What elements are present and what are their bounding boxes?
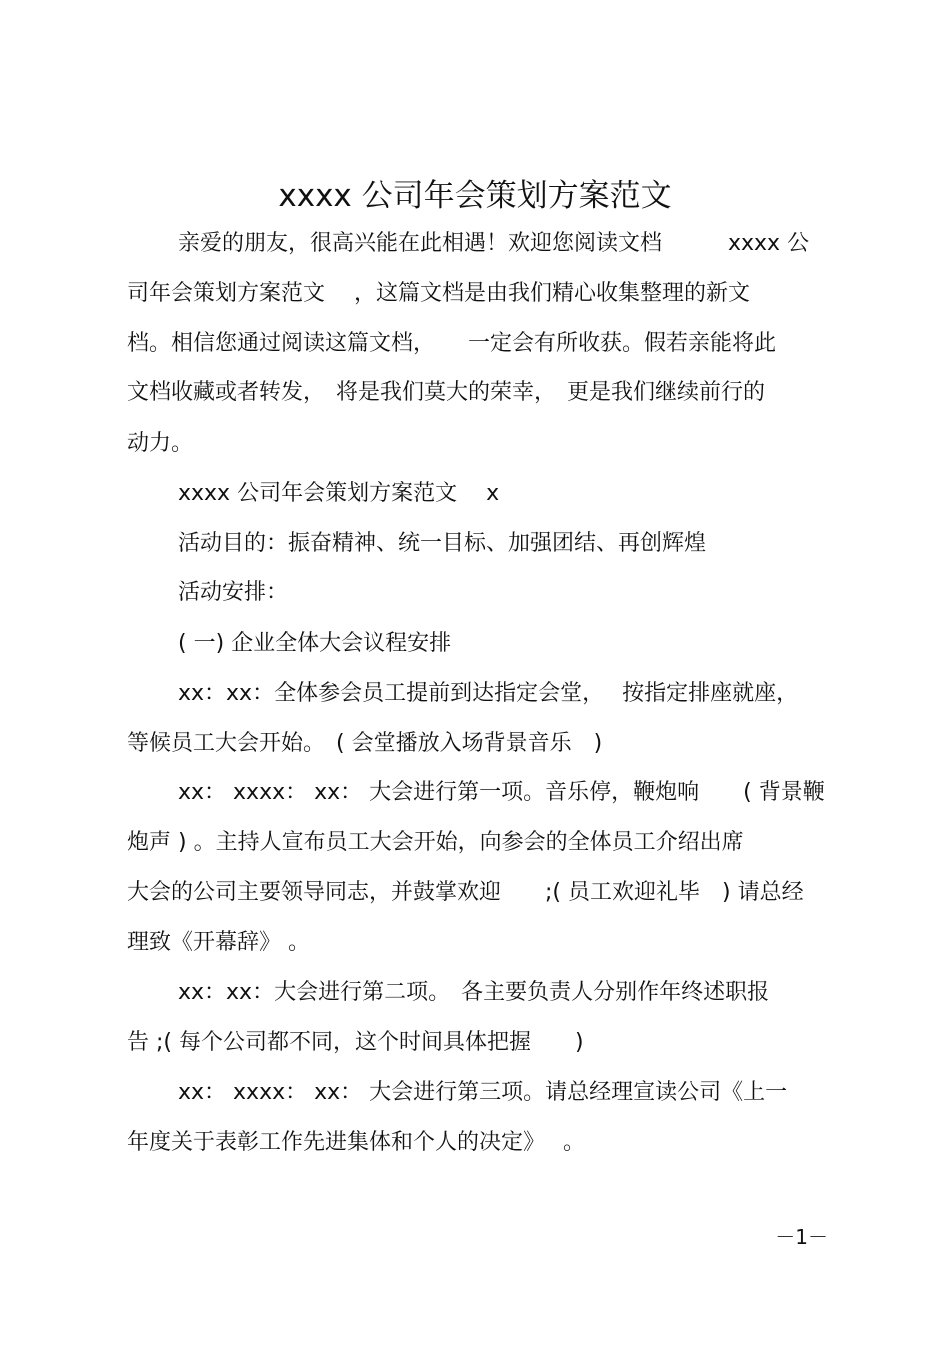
paragraph-line: xx：xx：全体参会员工提前到达指定会堂， 按指定排座就座， [178,681,799,706]
page-number: －1－ [775,1225,828,1249]
paragraph-line: 动力。 [127,431,194,456]
paragraph-line: 活动目的：振奋精神、统一目标、加强团结、再创辉煌 [178,531,707,556]
paragraph-line: 亲爱的朋友，很高兴能在此相遇！欢迎您阅读文档 xxxx 公 [178,231,810,256]
paragraph-line: xx： xxxx： xx： 大会进行第一项。音乐停，鞭炮响 ( 背景鞭 [178,780,825,805]
paragraph-line: 炮声 ) 。主持人宣布员工大会开始，向参会的全体员工介绍出席 [127,830,744,855]
paragraph-line: 档。相信您通过阅读这篇文档， 一定会有所收获。假若亲能将此 [127,331,777,356]
paragraph-line: 告 ;( 每个公司都不同，这个时间具体把握 ) [127,1030,584,1055]
paragraph-line: 年度关于表彰工作先进集体和个人的决定》 。 [127,1130,585,1155]
paragraph-line: xx：xx：大会进行第二项。 各主要负责人分别作年终述职报 [178,980,770,1005]
paragraph-line: 等候员工大会开始。 ( 会堂播放入场背景音乐 ) [127,731,603,756]
paragraph-line: 文档收藏或者转发， 将是我们莫大的荣幸， 更是我们继续前行的 [127,380,766,405]
paragraph-line: 大会的公司主要领导同志，并鼓掌欢迎 ;( 员工欢迎礼毕 ) 请总经 [127,880,804,905]
paragraph-line: xxxx 公司年会策划方案范文 x [178,481,500,506]
paragraph-line: 司年会策划方案范文 ，这篇文档是由我们精心收集整理的新文 [127,281,750,306]
paragraph-line: ( 一) 企业全体大会议程安排 [178,631,452,656]
paragraph-line: 活动安排： [178,580,289,605]
paragraph-line: xx： xxxx： xx： 大会进行第三项。请总经理宣读公司《上一 [178,1080,788,1105]
paragraph-line: 理致《开幕辞》 。 [127,930,310,955]
document-title: xxxx 公司年会策划方案范文 [278,178,672,214]
